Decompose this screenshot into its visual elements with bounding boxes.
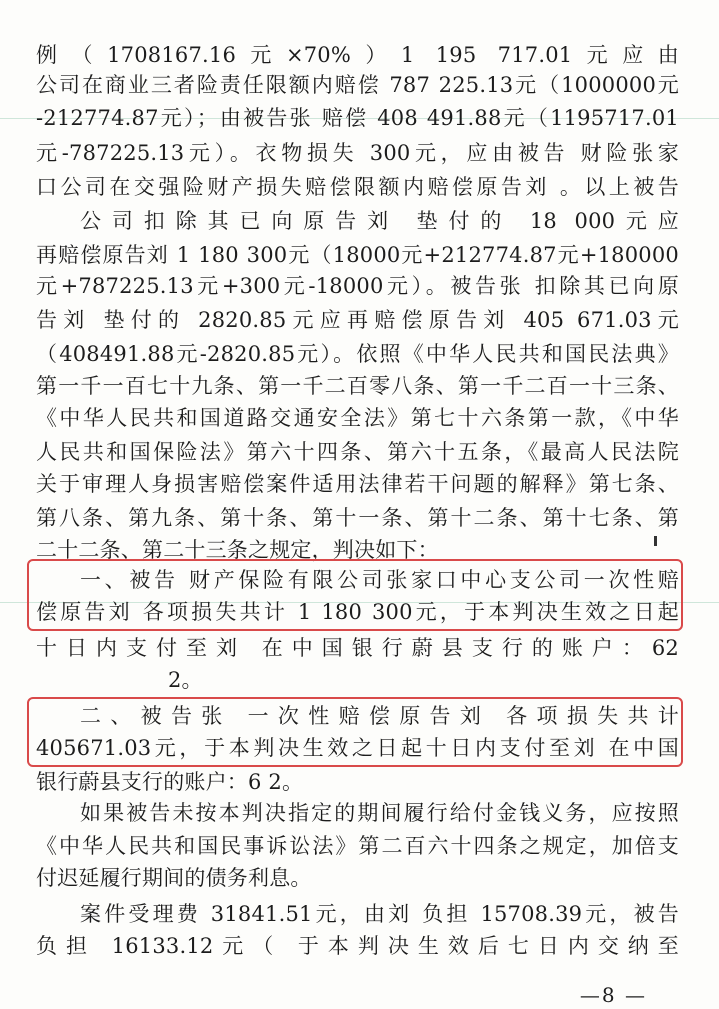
tail-line-4: 案件受理费 31841.51元，由刘 负担 15708.39元，被告 (80, 902, 679, 926)
text-line-13: 人民共和国保险法》第六十四条、第六十五条，《最高人民法院 (36, 440, 679, 464)
item1-line-3: 十日内支付至刘 在中国银行蔚县支行的账户：62 (36, 636, 679, 660)
item1-line-4: 2。 (168, 668, 203, 692)
tail-line-1: 如果被告未按本判决指定的期间履行给付金钱义务，应按照 (80, 801, 679, 825)
item1-line-1: 一、被告 财产保险有限公司张家口中心支公司一次性赔 (80, 568, 679, 592)
item2-line-2: 405671.03元，于本判决生效之日起十日内支付至刘 在中国 (36, 736, 679, 760)
scan-mark (654, 536, 657, 546)
text-line-1: 例（1708167.16元×70%）1 195 717.01元应由 (36, 43, 679, 67)
tail-line-2: 《中华人民共和国民事诉讼法》第二百六十四条之规定，加倍支 (36, 834, 679, 858)
item2-line-1: 二、被告张 一次性赔偿原告刘 各项损失共计 (80, 704, 679, 728)
text-line-7: 再赔偿原告刘 1 180 300元（18000元+212774.87元+180000 (36, 243, 679, 267)
text-line-2: 公司在商业三者险责任限额内赔偿 787 225.13元（1000000元 (36, 73, 679, 97)
tail-line-5: 负担 16133.12元（ 于本判决生效后七日内交纳至 (36, 934, 679, 958)
text-line-6: 公司扣除其已向原告刘 垫付的 18 000元应 (80, 209, 679, 233)
page-number: —8 — (579, 983, 647, 1007)
text-line-3: -212774.87元）；由被告张 赔偿 408 491.88元（1195717.01 (36, 106, 679, 130)
text-line-4: 元-787225.13元）。衣物损失 300元，应由被告 财险张家 (36, 141, 679, 165)
text-line-9: 告刘 垫付的 2820.85元应再赔偿原告刘 405 671.03元 (36, 308, 679, 332)
text-line-15: 第八条、第九条、第十条、第十一条、第十二条、第十七条、第 (36, 506, 679, 530)
tail-line-3: 付迟延履行期间的债务利息。 (36, 866, 312, 890)
item2-line-3: 银行蔚县支行的账户：6 2。 (36, 770, 304, 794)
text-line-8: 元+787225.13元+300元-18000元）。被告张 扣除其已向原 (36, 274, 679, 298)
text-line-14: 关于审理人身损害赔偿案件适用法律若干问题的解释》第七条、 (36, 472, 679, 496)
text-line-10: （408491.88元-2820.85元）。依照《中华人民共和国民法典》 (36, 342, 679, 366)
text-line-12: 《中华人民共和国道路交通安全法》第七十六条第一款，《中华 (36, 406, 679, 430)
item1-line-2: 偿原告刘 各项损失共计 1 180 300元，于本判决生效之日起 (36, 600, 679, 624)
text-line-11: 第一千一百七十九条、第一千二百零八条、第一千二百一十三条、 (36, 374, 679, 398)
text-line-5: 口公司在交强险财产损失赔偿限额内赔偿原告刘 。以上被告 (36, 175, 679, 199)
text-line-16: 二十二条、第二十三条之规定，判决如下： (36, 538, 439, 562)
